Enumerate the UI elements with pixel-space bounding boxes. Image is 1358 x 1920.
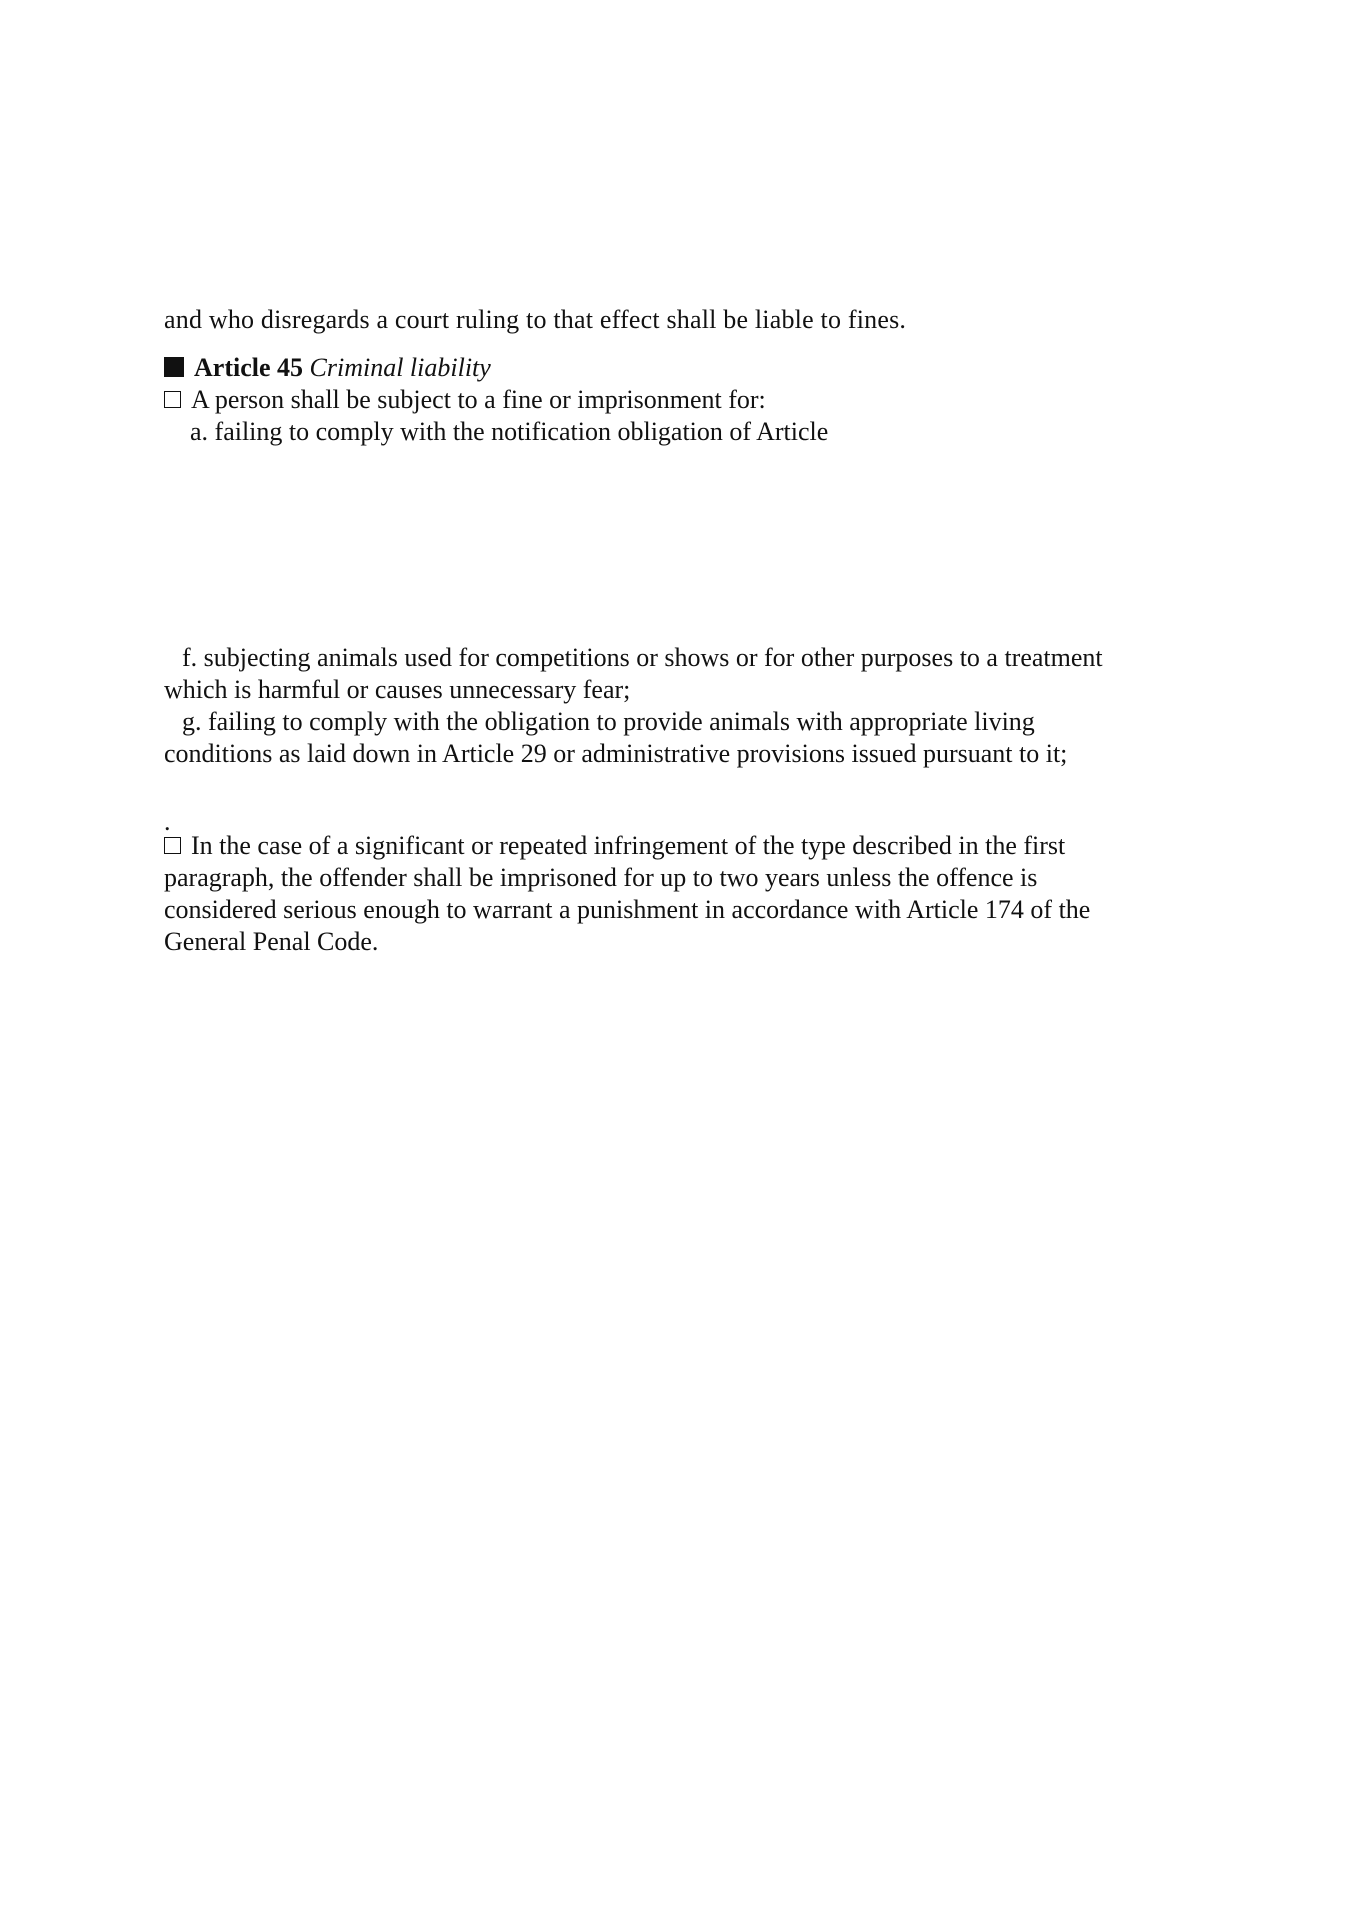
filled-square-bullet-icon: [164, 357, 184, 377]
list-item-line: g. failing to comply with the obligation to provide animals with appropriate living: [182, 707, 1035, 736]
partial-text: a. failing to comply with the notification obligation of Article: [190, 417, 829, 446]
list-item-line: which is harmful or causes unnecessary fear;: [164, 675, 631, 704]
clipped-text-line: [164, 305, 1064, 336]
list-item-line: f. subjecting animals used for competitions or shows or for other purposes to a treatment: [182, 643, 1103, 672]
paragraph-line: General Penal Code.: [164, 927, 379, 956]
closing-paragraph: [164, 830, 1174, 958]
intro-text: A person shall be subject to a fine or imprisonment for:: [191, 385, 766, 414]
list-item-line: conditions as laid down in Article 29 or administrative provisions issued pursuant to it;: [164, 739, 1068, 768]
paragraph-line-text: In the case of a significant or repeated infringement of the type described in the first: [191, 831, 1066, 860]
list-item-f: [164, 642, 1174, 706]
partial-text: and who disregards a court ruling to that effect shall be liable to fines.: [164, 305, 907, 334]
article-heading: [164, 352, 491, 384]
article-title: Criminal liability: [309, 353, 491, 382]
paragraph-line: [164, 830, 1174, 862]
article-intro: [164, 384, 766, 416]
stray-mark: .: [164, 807, 171, 836]
paragraph-line: paragraph, the offender shall be imprisoned for up to two years unless the offence is: [164, 863, 1038, 892]
article-number: Article 45: [194, 353, 304, 382]
paragraph-line: considered serious enough to warrant a punishment in accordance with Article 174 of the: [164, 895, 1091, 924]
clipped-text-line: [164, 416, 1064, 446]
list-item-g: [164, 706, 1174, 770]
empty-square-bullet-icon: [164, 837, 181, 854]
empty-square-bullet-icon: [164, 391, 181, 408]
